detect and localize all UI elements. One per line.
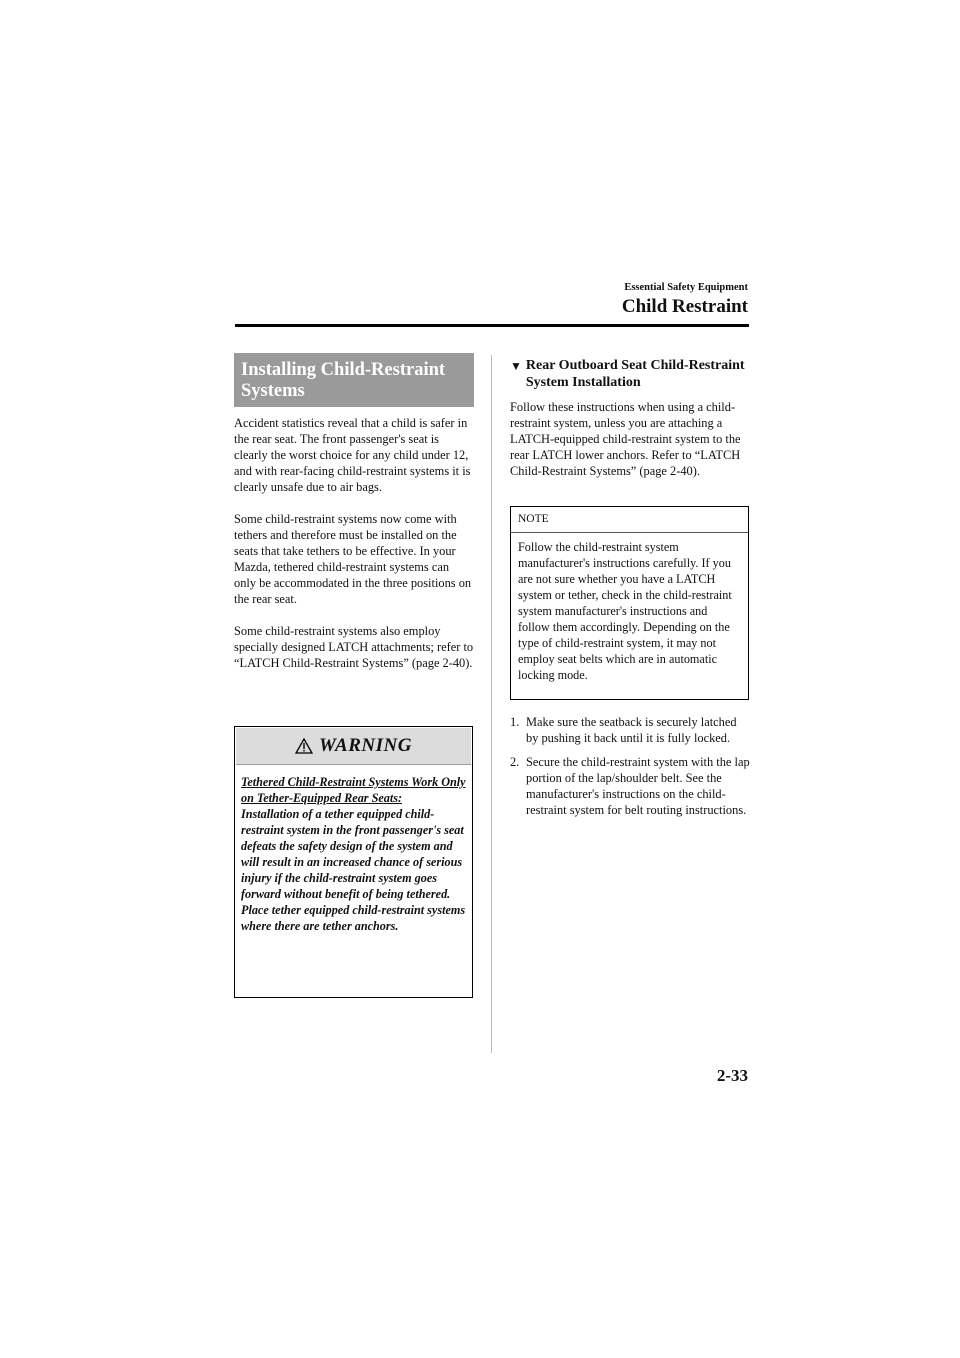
- note-text: Follow the child-restraint system manufacturer's instructions carefully. If you are not sure whether you have a LATCH system or tether, check in the child-restraint system manufacturer's instructions and follow them accordingly. Depending on the type of child-restraint system, it may not employ seat belts which are in automatic locking mode.: [518, 540, 732, 682]
- step-number: 2.: [510, 755, 520, 769]
- list-item: [510, 714, 750, 746]
- warning-body: [235, 766, 472, 934]
- paragraph: Accident statistics reveal that a child is safer in the rear seat. The front passenger's seat is clearly the worst choice for any child under 12, and with rear-facing child-restraint systems it is clearly unsafe due to air bags.: [234, 416, 471, 494]
- warning-subheading: Tethered Child-Restraint Systems Work Only on Tether-Equipped Rear Seats:: [241, 775, 466, 805]
- right-column: [510, 358, 750, 479]
- left-column: [234, 353, 474, 671]
- column-divider: [491, 355, 492, 1053]
- paragraph: Some child-restraint systems also employ specially designed LATCH attachments; refer to “LATCH Child-Restraint Systems” (page 2-40).: [234, 624, 474, 670]
- paragraph: Follow these instructions when using a child-restraint system, unless you are attaching a LATCH-equipped child-restraint system to the rear LATCH lower anchors. Refer to “LATCH Child-Restraint Systems” (page 2-40).: [510, 400, 741, 478]
- list-item: [510, 754, 750, 818]
- paragraph: Some child-restraint systems now come with tethers and therefore must be installed on the seats that take tethers to be effective. In your Mazda, tethered child-restraint systems can only be accommodated in the three positions on the rear seat.: [234, 512, 472, 606]
- note-box: [510, 506, 749, 700]
- note-label: NOTE: [511, 507, 748, 533]
- header-rule: [235, 324, 749, 327]
- warning-text: Place tether equipped child-restraint systems where there are tether anchors.: [241, 903, 466, 933]
- warning-text: Installation of a tether equipped child-restraint system in the front passenger's seat defeats the safety design of the system and will result in an increased chance of serious injury if the child-restraint system goes forward without benefit of being tethered.: [241, 807, 464, 901]
- warning-header: [236, 728, 471, 765]
- step-text: Secure the child-restraint system with the lap portion of the lap/shoulder belt. See the manufacturer's instructions on the child-restraint system for belt routing instructions.: [526, 755, 750, 817]
- step-text: Make sure the seatback is securely latched by pushing it back until it is fully locked.: [526, 715, 737, 745]
- steps-list: [510, 714, 750, 826]
- down-triangle-icon: ▼: [510, 359, 522, 373]
- subsection-heading: [510, 358, 750, 391]
- section-heading: Installing Child-Restraint Systems: [234, 353, 474, 407]
- section-label: Essential Safety Equipment: [624, 282, 748, 293]
- page-number: 2-33: [716, 1066, 748, 1085]
- warning-triangle-icon: [295, 738, 313, 754]
- subsection-heading-text: Rear Outboard Seat Child-Restraint System Installation: [525, 358, 745, 390]
- page-title: Child Restraint: [621, 296, 748, 317]
- warning-box: [234, 726, 473, 998]
- warning-label: WARNING: [319, 735, 412, 756]
- step-number: 1.: [510, 715, 520, 729]
